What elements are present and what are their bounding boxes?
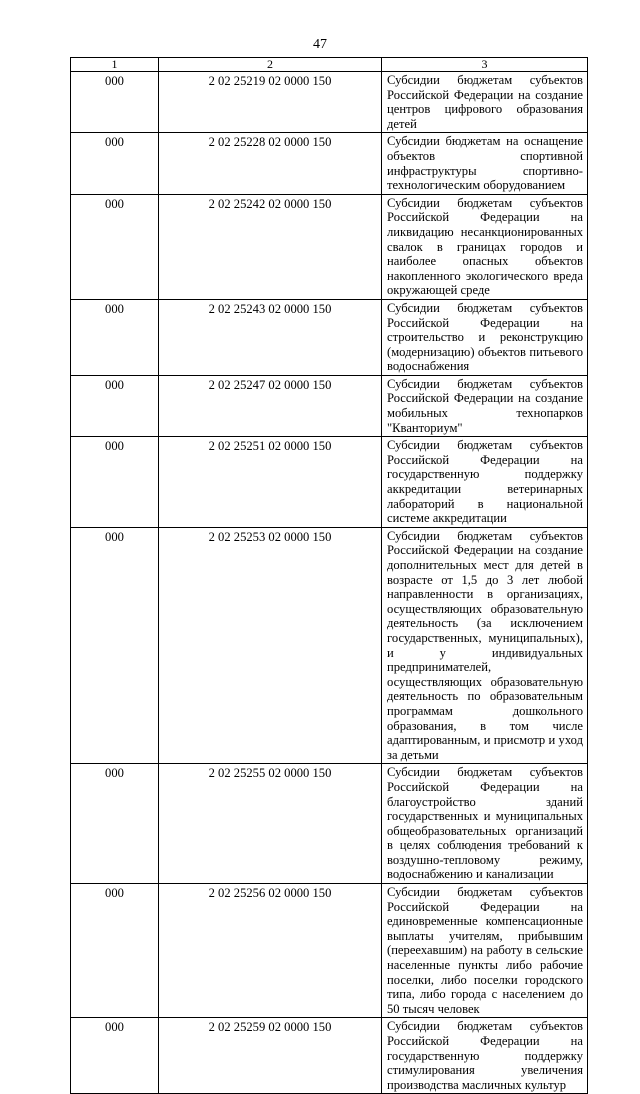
admin-code-cell: 000	[71, 884, 159, 1018]
budget-code-cell: 2 02 25251 02 0000 150	[159, 437, 382, 528]
revenue-name-cell: Субсидии бюджетам субъектов Российской Федерации на строительство и реконструкцию (модернизацию) объектов питьевого водоснабжения	[382, 299, 588, 375]
table-row	[71, 375, 588, 436]
table-row	[71, 1018, 588, 1094]
budget-code-cell: 2 02 25243 02 0000 150	[159, 299, 382, 375]
revenue-name-cell: Субсидии бюджетам субъектов Российской Федерации на создание центров цифрового образования детей	[382, 72, 588, 133]
table-row	[71, 194, 588, 299]
table-row	[71, 884, 588, 1018]
budget-code-cell: 2 02 25259 02 0000 150	[159, 1018, 382, 1094]
table-body	[71, 72, 588, 1094]
table-row	[71, 764, 588, 884]
revenue-name-cell: Субсидии бюджетам субъектов Российской Федерации на единовременные компенсационные выплаты учителям, прибывшим (переехавшим) на работу в сельские населенные пункты либо рабочие поселки, либо поселки городского типа, либо города с населением до 50 тысяч человек	[382, 884, 588, 1018]
budget-code-cell: 2 02 25256 02 0000 150	[159, 884, 382, 1018]
revenue-name-cell: Субсидии бюджетам субъектов Российской Федерации на государственную поддержку стимулирования увеличения производства масличных культур	[382, 1018, 588, 1094]
budget-code-cell: 2 02 25253 02 0000 150	[159, 527, 382, 764]
revenue-name-cell: Субсидии бюджетам на оснащение объектов спортивной инфраструктуры спортивно-технологическим оборудованием	[382, 133, 588, 194]
budget-code-cell: 2 02 25228 02 0000 150	[159, 133, 382, 194]
table-row	[71, 437, 588, 528]
table-row	[71, 527, 588, 764]
admin-code-cell: 000	[71, 194, 159, 299]
header-col-3: 3	[382, 58, 588, 72]
admin-code-cell: 000	[71, 72, 159, 133]
revenue-name-cell: Субсидии бюджетам субъектов Российской Федерации на благоустройство зданий государственных и муниципальных общеобразовательных организаций в целях соблюдения требований к воздушно-тепловому режиму, водоснабжению и канализации	[382, 764, 588, 884]
admin-code-cell: 000	[71, 133, 159, 194]
revenue-name-cell: Субсидии бюджетам субъектов Российской Федерации на создание дополнительных мест для детей в возрасте от 1,5 до 3 лет любой направленности в организациях, осуществляющих образовательную деятельность (за исключением государственных, муниципальных), и у индивидуальных предпринимателей, осуществляющих образовательную деятельность по образовательным программам дошкольного образования, в том числе адаптированным, и присмотр и уход за детьми	[382, 527, 588, 764]
budget-code-cell: 2 02 25242 02 0000 150	[159, 194, 382, 299]
header-col-2: 2	[159, 58, 382, 72]
admin-code-cell: 000	[71, 764, 159, 884]
budget-code-cell: 2 02 25255 02 0000 150	[159, 764, 382, 884]
admin-code-cell: 000	[71, 299, 159, 375]
header-row	[71, 58, 588, 72]
table-row	[71, 299, 588, 375]
budget-code-cell: 2 02 25219 02 0000 150	[159, 72, 382, 133]
admin-code-cell: 000	[71, 527, 159, 764]
revenue-name-cell: Субсидии бюджетам субъектов Российской Федерации на государственную поддержку аккредитации ветеринарных лабораторий в национальной системе аккредитации	[382, 437, 588, 528]
budget-code-cell: 2 02 25247 02 0000 150	[159, 375, 382, 436]
table-header	[71, 58, 588, 72]
revenue-name-cell: Субсидии бюджетам субъектов Российской Федерации на создание мобильных технопарков "Кванториум"	[382, 375, 588, 436]
budget-codes-table	[70, 57, 588, 1094]
admin-code-cell: 000	[71, 1018, 159, 1094]
admin-code-cell: 000	[71, 375, 159, 436]
table-row	[71, 72, 588, 133]
page-number: 47	[313, 37, 327, 52]
revenue-name-cell: Субсидии бюджетам субъектов Российской Федерации на ликвидацию несанкционированных свалок в границах городов и наиболее опасных объектов накопленного экологического вреда окружающей среде	[382, 194, 588, 299]
admin-code-cell: 000	[71, 437, 159, 528]
table-row	[71, 133, 588, 194]
header-col-1: 1	[71, 58, 159, 72]
